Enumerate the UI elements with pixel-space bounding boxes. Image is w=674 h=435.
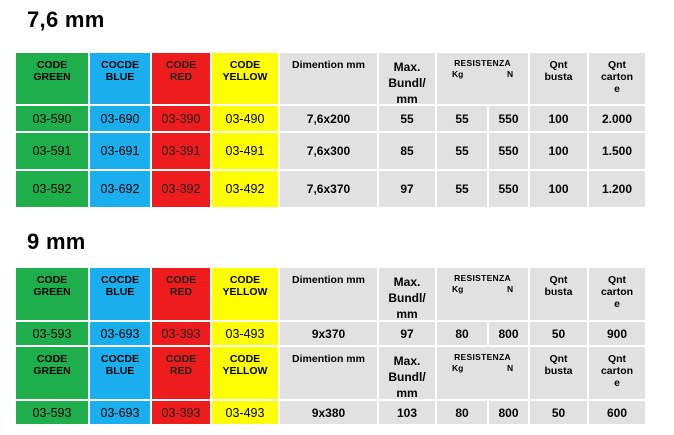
s1-row2-blue-cell: 03-691 — [90, 133, 150, 169]
s2b-row-green-cell: 03-593 — [16, 401, 88, 424]
resistenza-label: RESISTENZA — [454, 352, 511, 362]
kg-label: Kg — [452, 363, 464, 373]
s2b-row-blue-cell: 03-693 — [90, 401, 150, 424]
s2b-header-red: CODE RED — [152, 347, 210, 399]
s1-row3-max-cell: 97 — [379, 171, 435, 207]
s1-header-yellow: CODE YELLOW — [212, 53, 278, 104]
n-label: N — [507, 69, 514, 79]
s1-header-dim: Dimention mm — [280, 53, 377, 104]
resistenza-label: RESISTENZA — [454, 273, 511, 283]
s1-row3-green-cell: 03-592 — [16, 171, 88, 207]
s2a-row-max-cell: 97 — [379, 322, 435, 345]
s1-row3-yellow-cell: 03-492 — [212, 171, 278, 207]
s1-row1-max-cell: 55 — [379, 106, 435, 131]
s1-row3-n-cell: 550 — [489, 171, 528, 207]
s1-row3-kg-cell: 55 — [437, 171, 487, 207]
s1-header-max: Max. Bundl/ mm — [379, 53, 435, 104]
s2a-header-carton: Qnt carton e — [589, 268, 645, 320]
s2b-header-resistenza — [437, 347, 528, 399]
section-title-7-6mm: 7,6 mm — [27, 7, 105, 32]
s2b-row-max-cell: 103 — [379, 401, 435, 424]
s2a-header-busta: Qnt busta — [530, 268, 587, 320]
s2b-header-busta: Qnt busta — [530, 347, 587, 399]
s1-header-red: CODE RED — [152, 53, 210, 104]
s2b-row-yellow-cell: 03-493 — [212, 401, 278, 424]
s1-row2-n-cell: 550 — [489, 133, 528, 169]
s1-row1-n-cell: 550 — [489, 106, 528, 131]
s1-row3-dim-cell: 7,6x370 — [280, 171, 377, 207]
s2b-row-carton-cell: 600 — [589, 401, 645, 424]
s1-row2-yellow-cell: 03-491 — [212, 133, 278, 169]
s2a-header-green: CODE GREEN — [16, 268, 88, 320]
s1-header-resistenza — [437, 53, 528, 104]
s1-row1-yellow-cell: 03-490 — [212, 106, 278, 131]
s2a-row-dim-cell: 9x370 — [280, 322, 377, 345]
s1-row2-carton-cell: 1.500 — [589, 133, 645, 169]
s1-row1-green-cell: 03-590 — [16, 106, 88, 131]
s1-row2-dim-cell: 7,6x300 — [280, 133, 377, 169]
s2b-header-yellow: CODE YELLOW — [212, 347, 278, 399]
s2a-header-resistenza — [437, 268, 528, 320]
s1-header-green: CODE GREEN — [16, 53, 88, 104]
s2a-header-red: CODE RED — [152, 268, 210, 320]
n-label: N — [507, 363, 514, 373]
s1-row1-kg-cell: 55 — [437, 106, 487, 131]
section-title-9mm: 9 mm — [27, 229, 86, 254]
s1-header-carton: Qnt carton e — [589, 53, 645, 104]
s1-row3-red-cell: 03-392 — [152, 171, 210, 207]
s2a-row-n-cell: 800 — [489, 322, 528, 345]
s2b-row-dim-cell: 9x380 — [280, 401, 377, 424]
s2b-header-blue: COCDE BLUE — [90, 347, 150, 399]
s1-row3-blue-cell: 03-692 — [90, 171, 150, 207]
kg-label: Kg — [452, 69, 464, 79]
s1-row1-dim-cell: 7,6x200 — [280, 106, 377, 131]
resistenza-label: RESISTENZA — [454, 58, 511, 68]
s1-row1-carton-cell: 2.000 — [589, 106, 645, 131]
s2b-header-dim: Dimention mm — [280, 347, 377, 399]
s2a-row-carton-cell: 900 — [589, 322, 645, 345]
s1-row2-green-cell: 03-591 — [16, 133, 88, 169]
s1-row1-red-cell: 03-390 — [152, 106, 210, 131]
s2a-row-green-cell: 03-593 — [16, 322, 88, 345]
s2b-header-max: Max. Bundl/ mm — [379, 347, 435, 399]
s1-row3-busta-cell: 100 — [530, 171, 587, 207]
kg-label: Kg — [452, 284, 464, 294]
s2b-row-busta-cell: 50 — [530, 401, 587, 424]
s1-row2-red-cell: 03-391 — [152, 133, 210, 169]
s1-row1-blue-cell: 03-690 — [90, 106, 150, 131]
s1-row1-busta-cell: 100 — [530, 106, 587, 131]
s1-row2-busta-cell: 100 — [530, 133, 587, 169]
s1-header-blue: COCDE BLUE — [90, 53, 150, 104]
s2a-row-kg-cell: 80 — [437, 322, 487, 345]
s2b-row-red-cell: 03-393 — [152, 401, 210, 424]
s2a-header-dim: Dimention mm — [280, 268, 377, 320]
s2b-header-carton: Qnt carton e — [589, 347, 645, 399]
s2a-row-red-cell: 03-393 — [152, 322, 210, 345]
s2a-row-blue-cell: 03-693 — [90, 322, 150, 345]
s2b-header-green: CODE GREEN — [16, 347, 88, 399]
s2a-row-yellow-cell: 03-493 — [212, 322, 278, 345]
s2a-row-busta-cell: 50 — [530, 322, 587, 345]
s1-header-busta: Qnt busta — [530, 53, 587, 104]
s2a-header-max: Max. Bundl/ mm — [379, 268, 435, 320]
s1-row2-kg-cell: 55 — [437, 133, 487, 169]
s1-row2-max-cell: 85 — [379, 133, 435, 169]
s1-row3-carton-cell: 1.200 — [589, 171, 645, 207]
s2a-header-blue: COCDE BLUE — [90, 268, 150, 320]
s2b-row-kg-cell: 80 — [437, 401, 487, 424]
s2a-header-yellow: CODE YELLOW — [212, 268, 278, 320]
n-label: N — [507, 284, 514, 294]
s2b-row-n-cell: 800 — [489, 401, 528, 424]
